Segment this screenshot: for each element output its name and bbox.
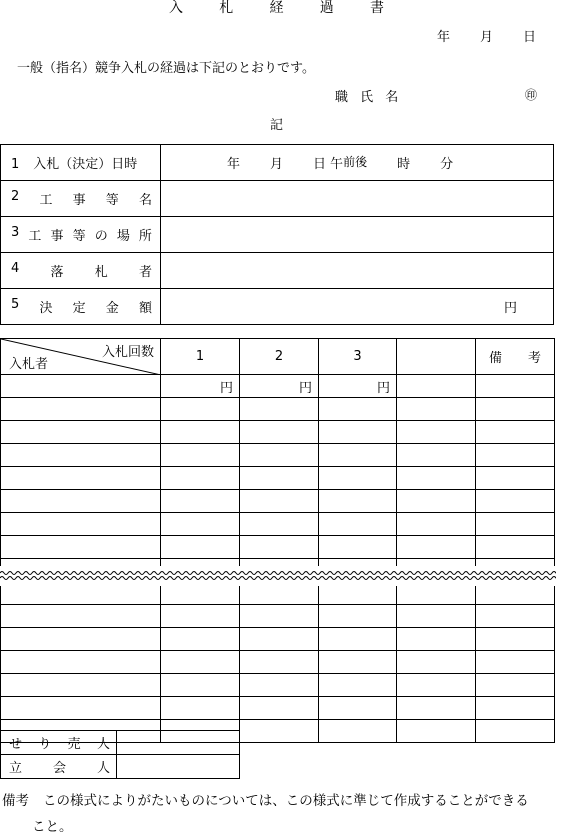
seller-field[interactable] [117, 731, 240, 755]
round-3-header: 3 [319, 339, 397, 375]
bid-row[interactable] [1, 467, 555, 490]
footnote: 備考 この様式によりがたいものについては、この様式に準じて作成することができる こと。 [2, 793, 529, 835]
yen-unit-row: 円 円 円 [1, 375, 555, 398]
summary-row-work-location: 3 工 事 等 の 場 所 [1, 217, 554, 253]
document-title: 入 札 経 過 書 [169, 0, 384, 16]
summary-row-work-name: 2 工 事 等 名 [1, 181, 554, 217]
bid-row[interactable] [1, 490, 555, 513]
summary-row-winner: 4 落 札 者 [1, 253, 554, 289]
round-2-header: 2 [240, 339, 319, 375]
summary-row-amount: 5 決 定 金 額 円 [1, 289, 554, 325]
witness-row-attendant: 立 会 人 [1, 755, 240, 779]
diagonal-header-cell: 入札回数 入札者 [1, 339, 161, 375]
bid-row[interactable] [1, 628, 555, 651]
bid-row[interactable] [1, 536, 555, 559]
bid-row[interactable] [1, 513, 555, 536]
seal-mark: ㊞ [525, 88, 538, 102]
bid-row[interactable] [1, 421, 555, 444]
wavy-break-line [0, 566, 556, 586]
attendant-field[interactable] [117, 755, 240, 779]
summary-table [0, 144, 554, 325]
round-1-header: 1 [161, 339, 240, 375]
bid-row[interactable] [1, 444, 555, 467]
bid-row[interactable] [1, 398, 555, 421]
intro-text: 一般（指名）競争入札の経過は下記のとおりです。 [17, 61, 315, 76]
bid-table [0, 338, 555, 743]
document-date: 年 月 日 [437, 30, 537, 45]
work-location-field[interactable] [161, 217, 554, 253]
summary-row-datetime: 1 入札（決定）日時 年 月 日 午 前後 時 分 [1, 145, 554, 181]
bid-row[interactable] [1, 697, 555, 720]
amount-field[interactable]: 円 [161, 289, 554, 325]
ki-heading: 記 [270, 118, 284, 133]
winner-field[interactable] [161, 253, 554, 289]
round-4-header [397, 339, 476, 375]
work-name-field[interactable] [161, 181, 554, 217]
official-name-label: 職 氏 名 [335, 90, 403, 105]
bid-row[interactable] [1, 605, 555, 628]
witness-table [0, 730, 240, 779]
bid-row[interactable] [1, 674, 555, 697]
bid-row[interactable] [1, 651, 555, 674]
datetime-field[interactable]: 年 月 日 午 前後 時 分 [161, 145, 554, 181]
remarks-header: 備 考 [476, 339, 555, 375]
witness-row-seller: せ り 売 人 [1, 731, 240, 755]
bid-header-row [1, 339, 555, 375]
